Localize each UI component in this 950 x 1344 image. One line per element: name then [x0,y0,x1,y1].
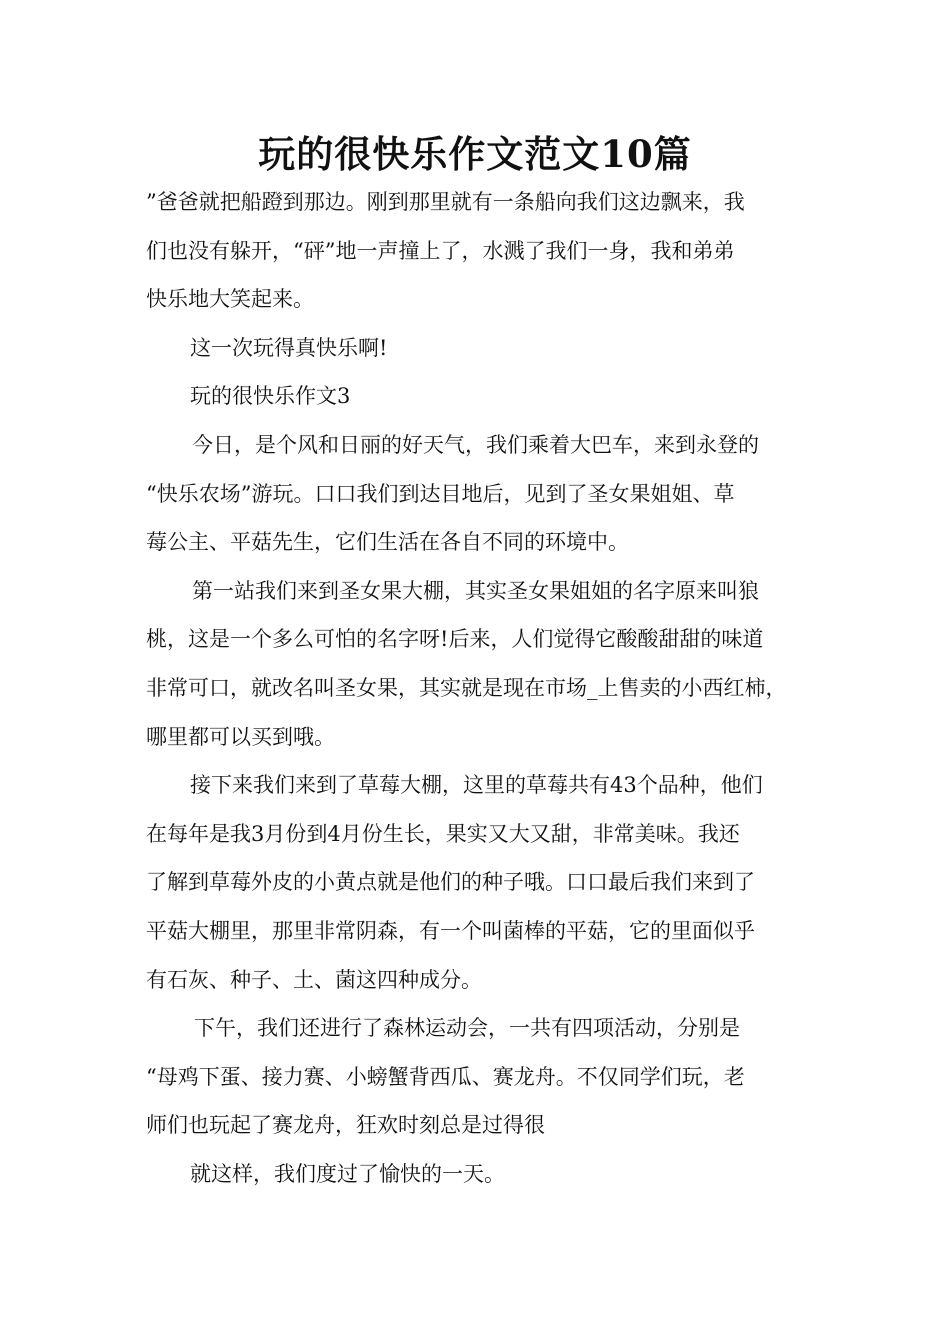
document-body [146,178,820,1198]
text-line: 就这样，我们度过了愉快的一天。 [190,1161,505,1186]
text-line: 非常可口，就改名叫圣女果，其实就是现在市场_上售卖的小西红柿， [146,675,787,700]
text-line: 桃，这是一个多么可怕的名字呀!后来，人们觉得它酸酸甜甜的味道 [146,627,764,652]
text-line: “母鸡下蛋、接力赛、小螃蟹背西瓜、赛龙舟。不仅同学们玩，老 [146,1064,745,1089]
text-line: 平菇大棚里，那里非常阴森，有一个叫菌棒的平菇，它的里面似乎 [146,918,755,943]
section-heading: 玩的很快乐作文3 [190,384,351,409]
text-line: ”爸爸就把船蹬到那边。刚到那里就有一条船向我们这边飘来，我 [146,190,745,214]
text-line: 师们也玩起了赛龙舟，狂欢时刻总是过得很 [146,1113,545,1138]
text-line: 们也没有躲开，“砰”地一声撞上了，水溅了我们一身，我和弟弟 [146,238,735,263]
text-line: 哪里都可以买到哦。 [146,724,335,749]
text-line: 了解到草莓外皮的小黄点就是他们的种子哦。口口最后我们来到了 [146,870,755,895]
text-line: “快乐农场”游玩。口口我们到达目地后，见到了圣女果姐姐、草 [146,481,735,506]
document-title: 玩的很快乐作文范文10篇 [258,132,692,176]
text-line: 今日，是个风和日丽的好天气，我们乘着大巴车，来到永登的 [192,432,759,457]
text-line: 第一站我们来到圣女果大棚，其实圣女果姐姐的名字原来叫狼 [192,578,759,603]
text-line: 有石灰、种子、土、菌这四种成分。 [146,967,482,992]
text-line: 下午，我们还进行了森林运动会，一共有四项活动，分别是 [194,1016,740,1041]
text-line: 这一次玩得真快乐啊! [190,335,388,360]
text-line: 在每年是我3月份到4月份生长，果实又大又甜，非常美味。我还 [146,821,740,846]
text-line: 接下来我们来到了草莓大棚，这里的草莓共有43个品种，他们 [190,773,763,798]
text-line: 莓公主、平菇先生，它们生活在各自不同的环境中。 [146,530,629,555]
text-line: 快乐地大笑起来。 [146,287,314,312]
